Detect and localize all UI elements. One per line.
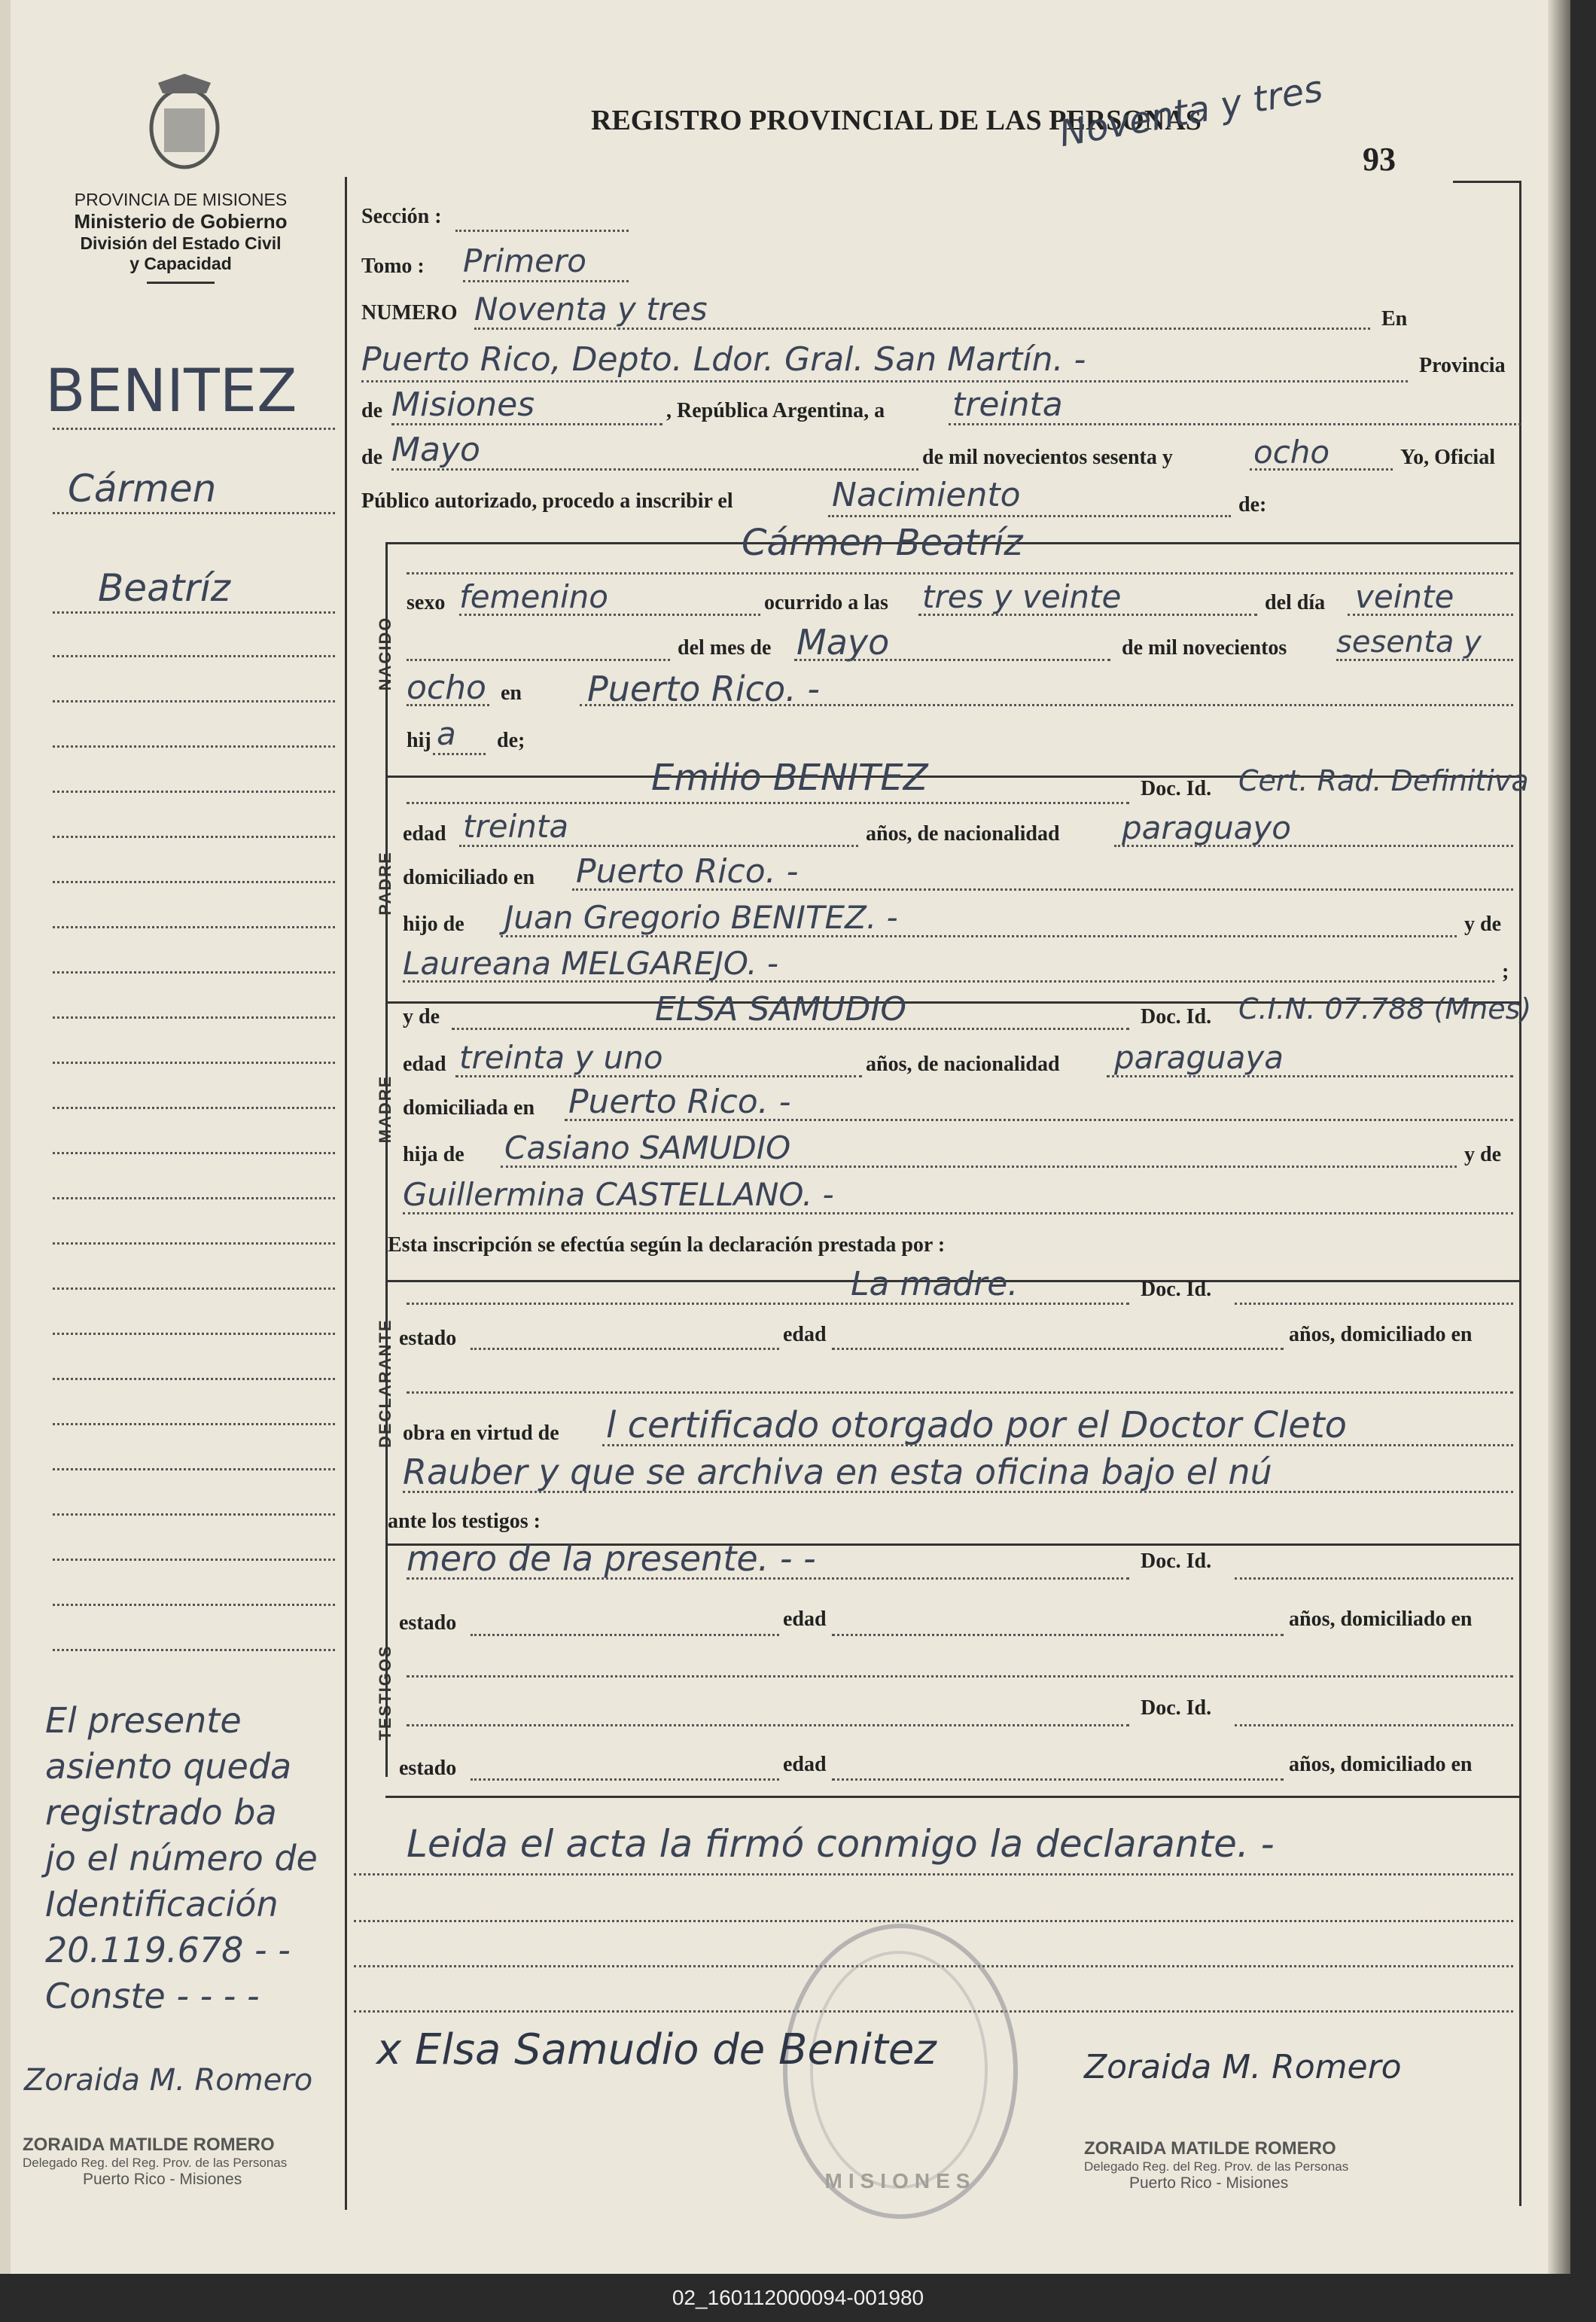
label-anos-nac: años, de nacionalidad (866, 822, 1060, 846)
label-de: de (361, 446, 382, 469)
page-title: REGISTRO PROVINCIAL DE LAS PERSONAS (591, 105, 1202, 136)
label-de: de (361, 399, 382, 422)
field-madre-dom: Puerto Rico. - (568, 1083, 791, 1121)
field-cierre: Leida el acta la firmó conmigo la declarante. - (407, 1822, 1275, 1866)
field-madre-nac: paraguaya (1114, 1039, 1284, 1076)
label-obra: obra en virtud de (403, 1422, 559, 1445)
label-anos-dom: años, domiciliado en (1289, 1323, 1473, 1346)
label-yo-oficial: Yo, Oficial (1400, 446, 1495, 469)
stamp-line: Delegado Reg. del Reg. Prov. de las Personas (1084, 2159, 1349, 2174)
label-doc-id: Doc. Id. (1141, 777, 1212, 800)
label-edad: edad (403, 822, 446, 846)
label-sexo: sexo (407, 591, 446, 614)
field-padre-dom: Puerto Rico. - (576, 852, 799, 891)
label-de-colon: de: (1238, 493, 1267, 517)
field-mes: Mayo (391, 431, 480, 469)
issuer-line: División del Estado Civil (80, 233, 282, 253)
field-abuela-m: Guillermina CASTELLANO. - (403, 1176, 834, 1213)
label-y-de: y de (1464, 913, 1501, 936)
label-edad: edad (783, 1607, 827, 1631)
label-provincia: Provincia (1419, 354, 1506, 377)
label-anos-nac: años, de nacionalidad (866, 1053, 1060, 1076)
label-doc-id: Doc. Id. (1141, 1005, 1212, 1028)
margin-note-line: registrado ba (45, 1792, 277, 1833)
field-padre-edad: treinta (463, 808, 569, 845)
label-hij: hij (407, 729, 431, 752)
label-testigos: ante los testigos : (388, 1510, 541, 1533)
top-right-rule (1453, 181, 1521, 183)
margin-official-stamp (23, 2135, 287, 2189)
stamp-line: Delegado Reg. del Reg. Prov. de las Personas (23, 2156, 288, 2170)
stamp-line: ZORAIDA MATILDE ROMERO (23, 2135, 275, 2155)
label-en-nac: en (501, 681, 522, 705)
field-hija: a (437, 715, 456, 752)
field-obra-line1: l certificado otorgado por el Doctor Cleto (606, 1404, 1347, 1446)
left-margin-rule (345, 177, 347, 2210)
field-tomo: Primero (463, 242, 586, 279)
field-declarante: La madre. (851, 1265, 1019, 1303)
margin-signature: Zoraida M. Romero (24, 2063, 313, 2098)
label-anos-dom: años, domiciliado en (1289, 1607, 1473, 1631)
issuer-line: PROVINCIA DE MISIONES (74, 190, 288, 209)
label-domiciliada: domiciliada en (403, 1096, 535, 1120)
field-madre-edad: treinta y uno (459, 1039, 663, 1076)
label-madre: MADRE (376, 1074, 394, 1144)
field-dia: veinte (1355, 578, 1454, 615)
coat-of-arms-icon (143, 69, 226, 175)
field-madre-doc: C.I.N. 07.788 (Mnes) (1238, 992, 1532, 1025)
margin-second-name: Beatríz (98, 566, 231, 610)
field-anio-nac2: ocho (407, 669, 486, 707)
field-abuelo-p: Juan Gregorio BENITEZ. - (504, 899, 898, 936)
label-padre: PADRE (376, 851, 394, 916)
label-republica: , República Argentina, a (666, 399, 885, 422)
label-edad: edad (403, 1053, 446, 1076)
field-padre-doc: Cert. Rad. Definitiva (1238, 764, 1529, 797)
label-de-semi: de; (497, 729, 525, 752)
label-tomo: Tomo : (361, 254, 425, 278)
seal-text: MISIONES (824, 2169, 976, 2192)
margin-note (45, 1698, 318, 2019)
margin-note-line: 20.119.678 - - (45, 1930, 291, 1970)
margin-note-line: Identificación (45, 1884, 279, 1924)
signature-oficial: Zoraida M. Romero (1084, 2048, 1402, 2086)
signature-declarante: x Elsa Samudio de Benitez (376, 2025, 937, 2074)
margin-first-name: Cármen (68, 467, 217, 510)
stamp-line: Puerto Rico - Misiones (83, 2171, 242, 2188)
label-publico: Público autorizado, procedo a inscribir el (361, 489, 733, 513)
number-word-handwritten: Noventa y tres (1055, 67, 1326, 156)
field-anio-nac1: sesenta y (1336, 625, 1482, 660)
field-obra-line2: Rauber y que se archiva en esta oficina bajo el nú (403, 1452, 1272, 1492)
field-acto: Nacimiento (832, 476, 1021, 514)
margin-note-line: asiento queda (45, 1746, 292, 1787)
label-estado: estado (399, 1611, 457, 1635)
label-del-dia: del día (1265, 591, 1326, 614)
field-madre: ELSA SAMUDIO (655, 990, 907, 1028)
label-y-de: y de (1464, 1143, 1501, 1166)
issuer-line: y Capacidad (129, 254, 232, 273)
field-lugar: Puerto Rico, Depto. Ldor. Gral. San Martín. - (361, 340, 1086, 379)
label-edad: edad (783, 1753, 827, 1776)
margin-surname: BENITEZ (45, 358, 297, 425)
official-stamp-right (1039, 2138, 1348, 2192)
field-hora: tres y veinte (922, 578, 1122, 615)
label-de-mil: de mil novecientos sesenta y (922, 446, 1173, 469)
stamp-line: ZORAIDA MATILDE ROMERO (1084, 2138, 1336, 2159)
right-rule (1519, 181, 1521, 2206)
field-provincia: Misiones (391, 385, 535, 424)
label-y-de: y de (403, 1005, 440, 1028)
scan-id-footer: 02_160112000094-001980 (0, 2274, 1596, 2322)
label-estado: estado (399, 1327, 457, 1350)
label-declarante: DECLARANTE (376, 1318, 394, 1448)
field-sexo: femenino (459, 578, 608, 615)
label-semicolon: ; (1502, 960, 1509, 983)
label-del-mes: del mes de (678, 636, 772, 660)
label-estado: estado (399, 1757, 457, 1780)
label-doc-id: Doc. Id. (1141, 1278, 1212, 1301)
label-domiciliado: domiciliado en (403, 866, 535, 889)
label-doc-id: Doc. Id. (1141, 1550, 1212, 1573)
label-testigos: TESTIGOS (376, 1644, 394, 1741)
label-edad: edad (783, 1323, 827, 1346)
stamp-line: Puerto Rico - Misiones (1129, 2174, 1289, 2192)
label-seccion: Sección : (361, 205, 442, 228)
label-en: En (1381, 307, 1408, 331)
label-doc-id: Doc. Id. (1141, 1696, 1212, 1720)
field-padre-nac: paraguayo (1122, 809, 1291, 846)
label-nacido: NACIDO (376, 616, 394, 691)
field-lugar-nac: Puerto Rico. - (587, 669, 820, 709)
margin-note-line: Conste - - - - (45, 1976, 260, 2016)
label-de-mil-nov: de mil novecientos (1122, 636, 1287, 660)
field-dia-word: treinta (952, 385, 1063, 424)
margin-note-line: El presente (45, 1700, 242, 1741)
field-abuela-p: Laureana MELGAREJO. - (403, 945, 779, 982)
issuer-block (45, 190, 316, 284)
field-mes-nac: Mayo (796, 622, 890, 663)
field-padre: Emilio BENITEZ (651, 757, 928, 799)
field-numero-words: Noventa y tres (474, 291, 708, 328)
issuer-line: Ministerio de Gobierno (74, 210, 288, 233)
label-numero: NUMERO (361, 301, 458, 325)
label-anos-dom: años, domiciliado en (1289, 1753, 1473, 1776)
label-ocurrido: ocurrido a las (764, 591, 888, 614)
field-obra-line3: mero de la presente. - - (407, 1538, 816, 1579)
field-nombre-nacido: Cármen Beatríz (742, 522, 1023, 564)
field-abuelo-m: Casiano SAMUDIO (504, 1129, 791, 1166)
label-hijo-de: hijo de (403, 913, 464, 936)
act-number: 93 (1363, 141, 1396, 178)
margin-note-line: jo el número de (45, 1838, 318, 1879)
label-inscripcion: Esta inscripción se efectúa según la declaración prestada por : (388, 1233, 946, 1257)
field-anio: ocho (1253, 434, 1330, 471)
label-hija-de: hija de (403, 1143, 464, 1166)
